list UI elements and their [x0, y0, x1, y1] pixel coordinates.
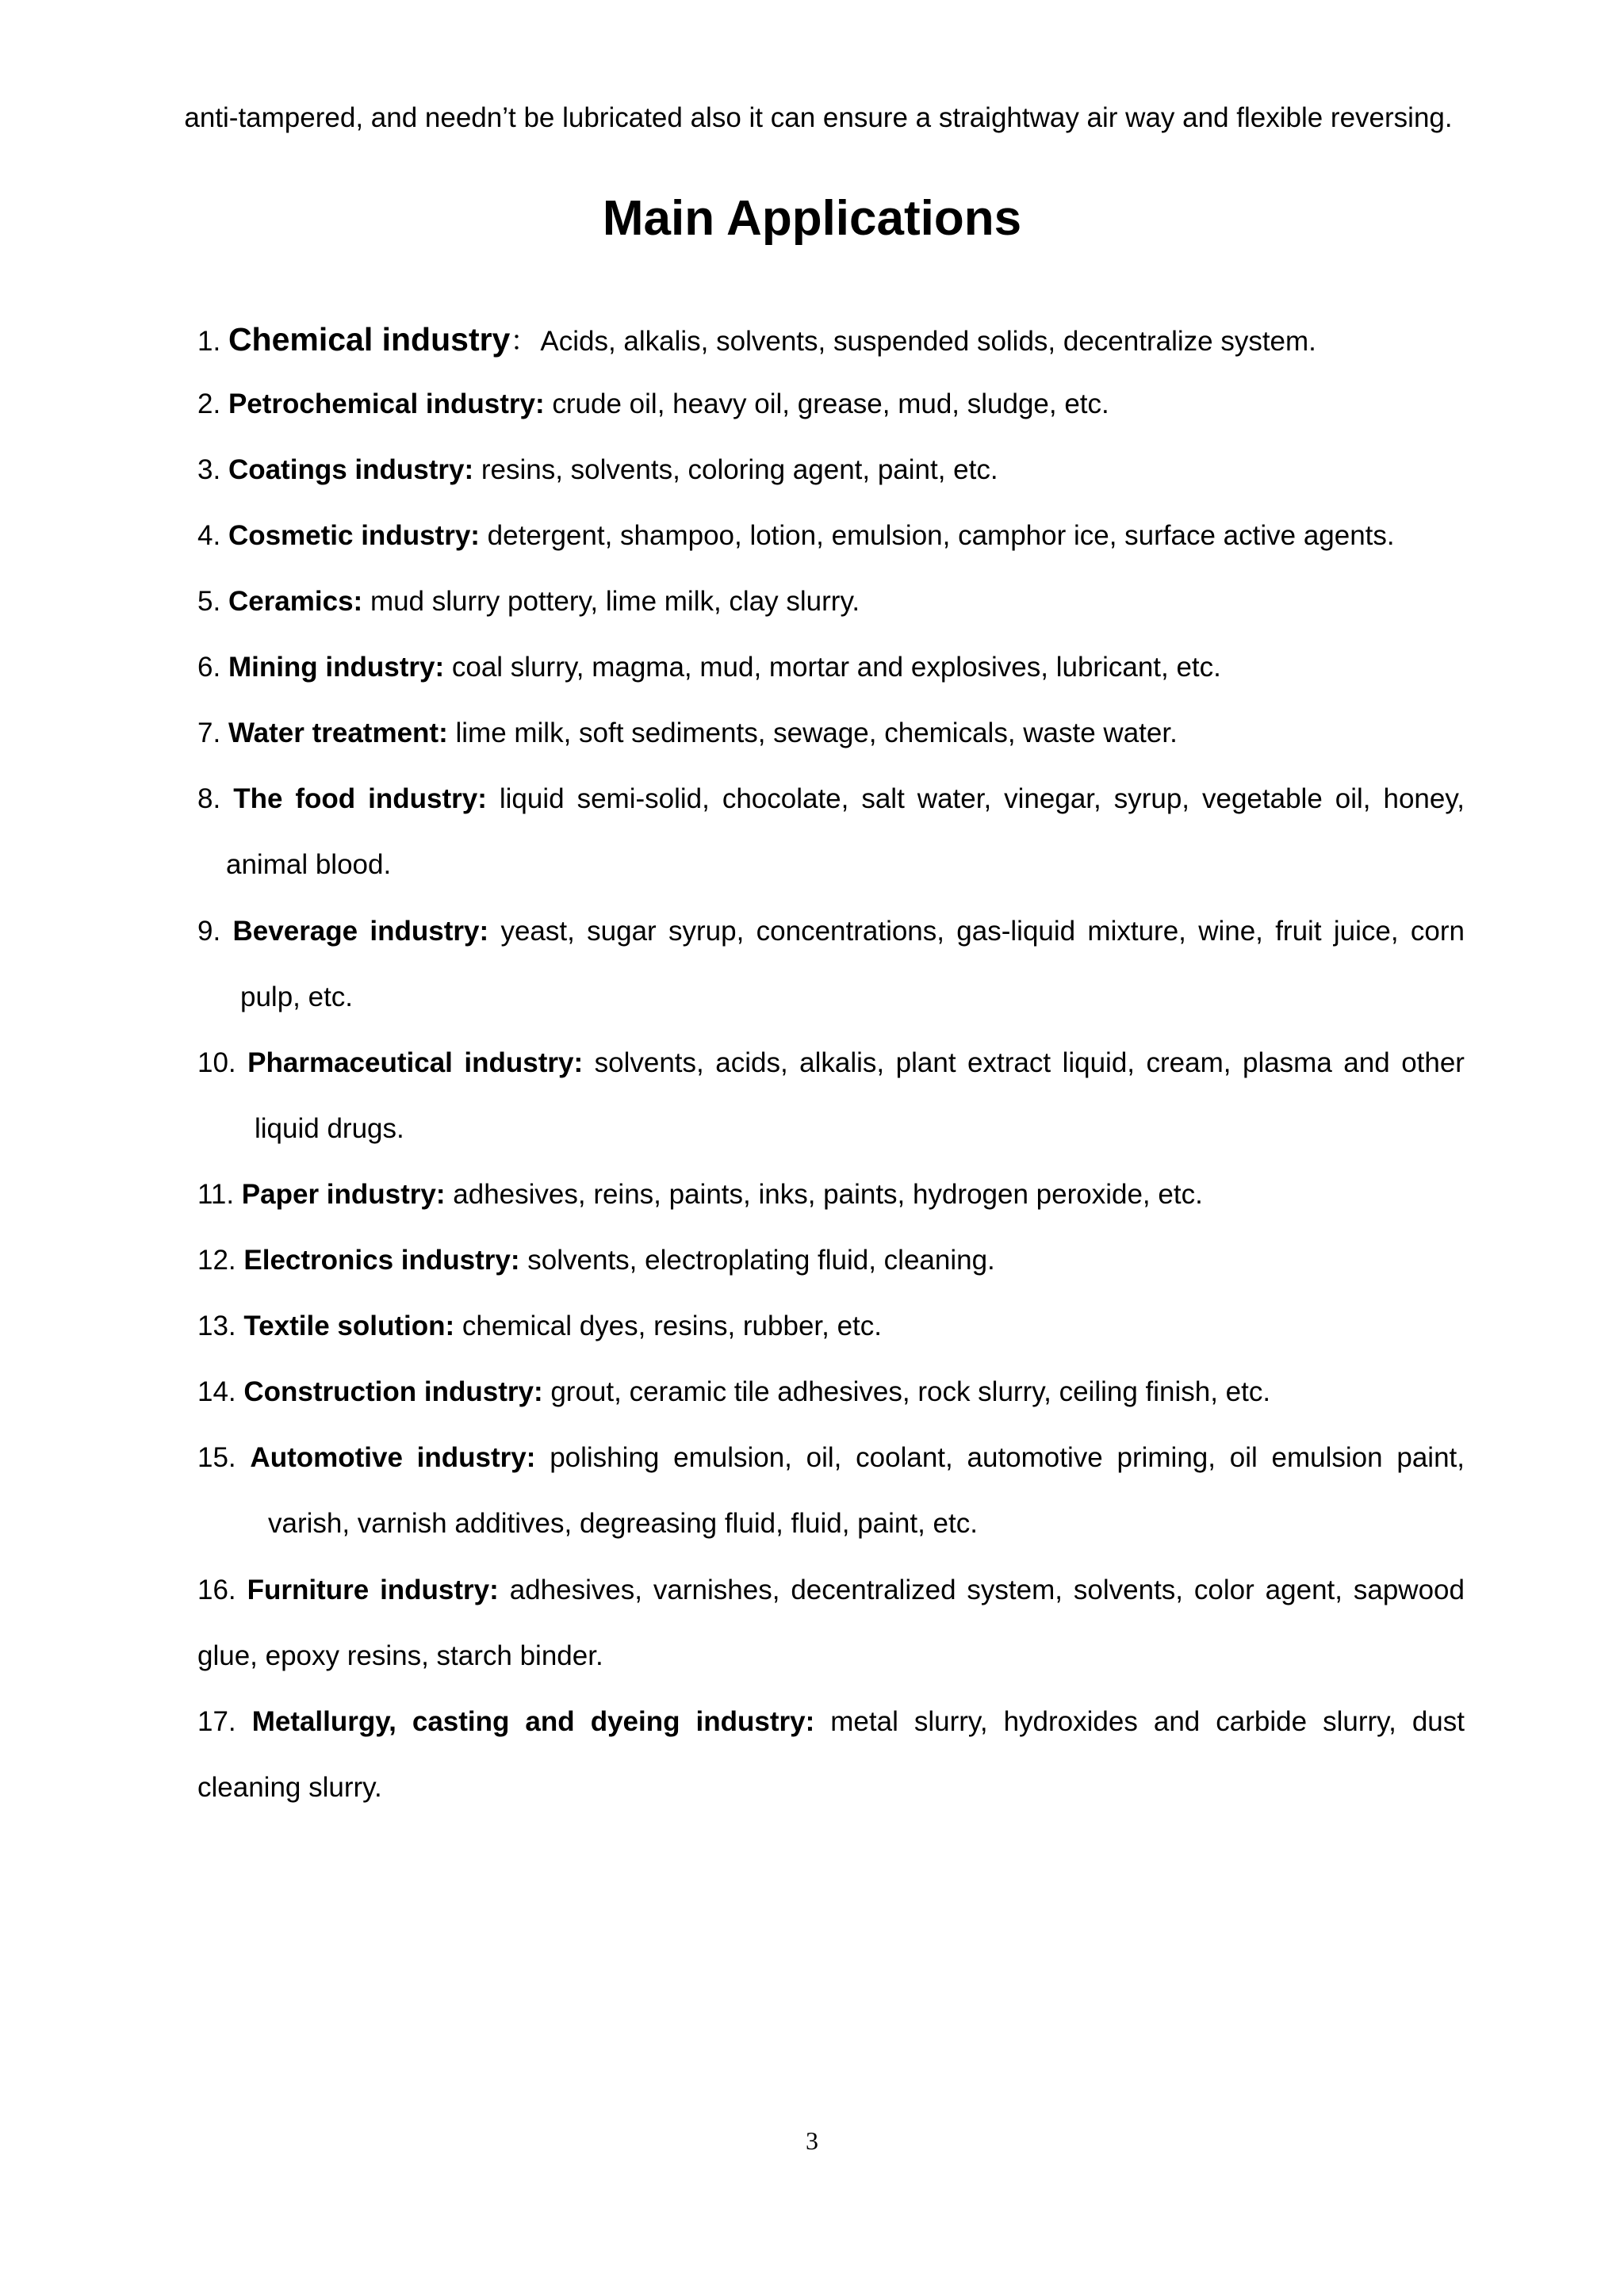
application-item [197, 913, 1465, 951]
item-description: crude oil, heavy oil, grease, mud, sludge, etc. [552, 388, 1109, 419]
item-description: mud slurry pottery, lime milk, clay slurry. [370, 586, 860, 617]
application-item [197, 1307, 882, 1345]
item-term: Cosmetic industry: [228, 520, 480, 551]
item-description: detergent, shampoo, lotion, emulsion, camphor ice, surface active agents. [487, 520, 1395, 551]
application-item [197, 1242, 995, 1280]
item-description: polishing emulsion, oil, coolant, automotive priming, oil emulsion paint, [550, 1442, 1465, 1473]
item-term: Electronics industry: [243, 1245, 520, 1276]
item-description: chemical dyes, resins, rubber, etc. [462, 1311, 882, 1341]
item-number: 2. [197, 388, 221, 419]
item-description-continued: glue, epoxy resins, starch binder. [197, 1640, 603, 1671]
item-term: Paper industry: [241, 1179, 446, 1210]
page-number: 3 [806, 2126, 818, 2155]
item-number: 17. [197, 1706, 236, 1737]
application-item [197, 780, 1465, 818]
item-number: 15. [197, 1442, 236, 1473]
item-number: 16. [197, 1575, 236, 1605]
item-description-continued: animal blood. [226, 849, 392, 880]
item-term: Mining industry: [228, 652, 445, 683]
item-separator: ： [510, 326, 538, 357]
item-term: The food industry: [233, 783, 487, 814]
application-item [197, 1044, 1465, 1082]
item-number: 5. [197, 586, 221, 617]
item-description-continued: liquid drugs. [255, 1113, 404, 1144]
application-item [197, 1571, 1465, 1609]
item-description: Acids, alkalis, solvents, suspended solids, decentralize system. [540, 326, 1316, 357]
application-item [197, 1176, 1203, 1214]
item-description: solvents, electroplating fluid, cleaning. [527, 1245, 995, 1276]
item-description: liquid semi-solid, chocolate, salt water, vinegar, syrup, vegetable oil, honey, [499, 783, 1465, 814]
item-number: 8. [197, 783, 221, 814]
item-number: 12. [197, 1245, 236, 1276]
item-term: Beverage industry: [232, 916, 489, 947]
application-item-continuation [197, 1769, 382, 1807]
section-heading: Main Applications [602, 191, 1022, 246]
application-item [197, 1439, 1465, 1477]
item-number: 1. [197, 326, 221, 357]
item-term: Ceramics: [228, 586, 363, 617]
item-number: 9. [197, 916, 221, 947]
item-term: Metallurgy, casting and dyeing industry: [251, 1706, 815, 1737]
item-description-continued: cleaning slurry. [197, 1772, 382, 1803]
application-item-continuation [226, 846, 391, 884]
application-item [197, 1373, 1270, 1411]
application-item-continuation [197, 1637, 603, 1675]
intro-paragraph-line: anti-tampered, and needn’t be lubricated also it can ensure a straightway air way and flexible reversing. [184, 102, 1453, 133]
item-description: grout, ceramic tile adhesives, rock slurry, ceiling finish, etc. [550, 1376, 1271, 1407]
item-number: 13. [197, 1311, 236, 1341]
application-item [197, 714, 1178, 752]
application-item [197, 385, 1109, 423]
item-number: 4. [197, 520, 221, 551]
item-description: resins, solvents, coloring agent, paint, etc. [481, 454, 998, 485]
item-term: Textile solution: [243, 1311, 455, 1341]
item-number: 14. [197, 1376, 236, 1407]
application-item [197, 1703, 1465, 1741]
item-number: 3. [197, 454, 221, 485]
item-description-continued: pulp, etc. [240, 982, 354, 1012]
item-description: lime milk, soft sediments, sewage, chemicals, waste water. [455, 718, 1178, 748]
item-description: solvents, acids, alkalis, plant extract liquid, cream, plasma and other [594, 1047, 1465, 1078]
item-term: Water treatment: [228, 718, 448, 748]
application-item [197, 583, 860, 621]
application-item [197, 451, 998, 489]
item-description: yeast, sugar syrup, concentrations, gas-liquid mixture, wine, fruit juice, corn [500, 916, 1465, 947]
item-description: adhesives, varnishes, decentralized system, solvents, color agent, sapwood [509, 1575, 1465, 1605]
item-number: 7. [197, 718, 221, 748]
application-item [197, 320, 1316, 361]
item-term: Construction industry: [243, 1376, 543, 1407]
item-term: Petrochemical industry: [228, 388, 545, 419]
item-term: Coatings industry: [228, 454, 474, 485]
application-item-continuation [268, 1505, 978, 1543]
item-description: metal slurry, hydroxides and carbide slurry, dust [830, 1706, 1465, 1737]
application-item-continuation [240, 978, 353, 1016]
application-item [197, 517, 1395, 555]
item-number: 10. [197, 1047, 236, 1078]
item-description: adhesives, reins, paints, inks, paints, hydrogen peroxide, etc. [453, 1179, 1203, 1210]
item-description-continued: varish, varnish additives, degreasing fluid, fluid, paint, etc. [268, 1508, 978, 1539]
item-description: coal slurry, magma, mud, mortar and explosives, lubricant, etc. [451, 652, 1221, 683]
application-item-continuation [255, 1110, 404, 1148]
item-term: Furniture industry: [247, 1575, 499, 1605]
application-item [197, 649, 1221, 687]
item-term: Pharmaceutical industry: [247, 1047, 584, 1078]
item-number: 6. [197, 652, 221, 683]
item-number: 11. [197, 1179, 235, 1210]
item-term: Chemical industry [228, 321, 511, 358]
item-term: Automotive industry: [250, 1442, 536, 1473]
